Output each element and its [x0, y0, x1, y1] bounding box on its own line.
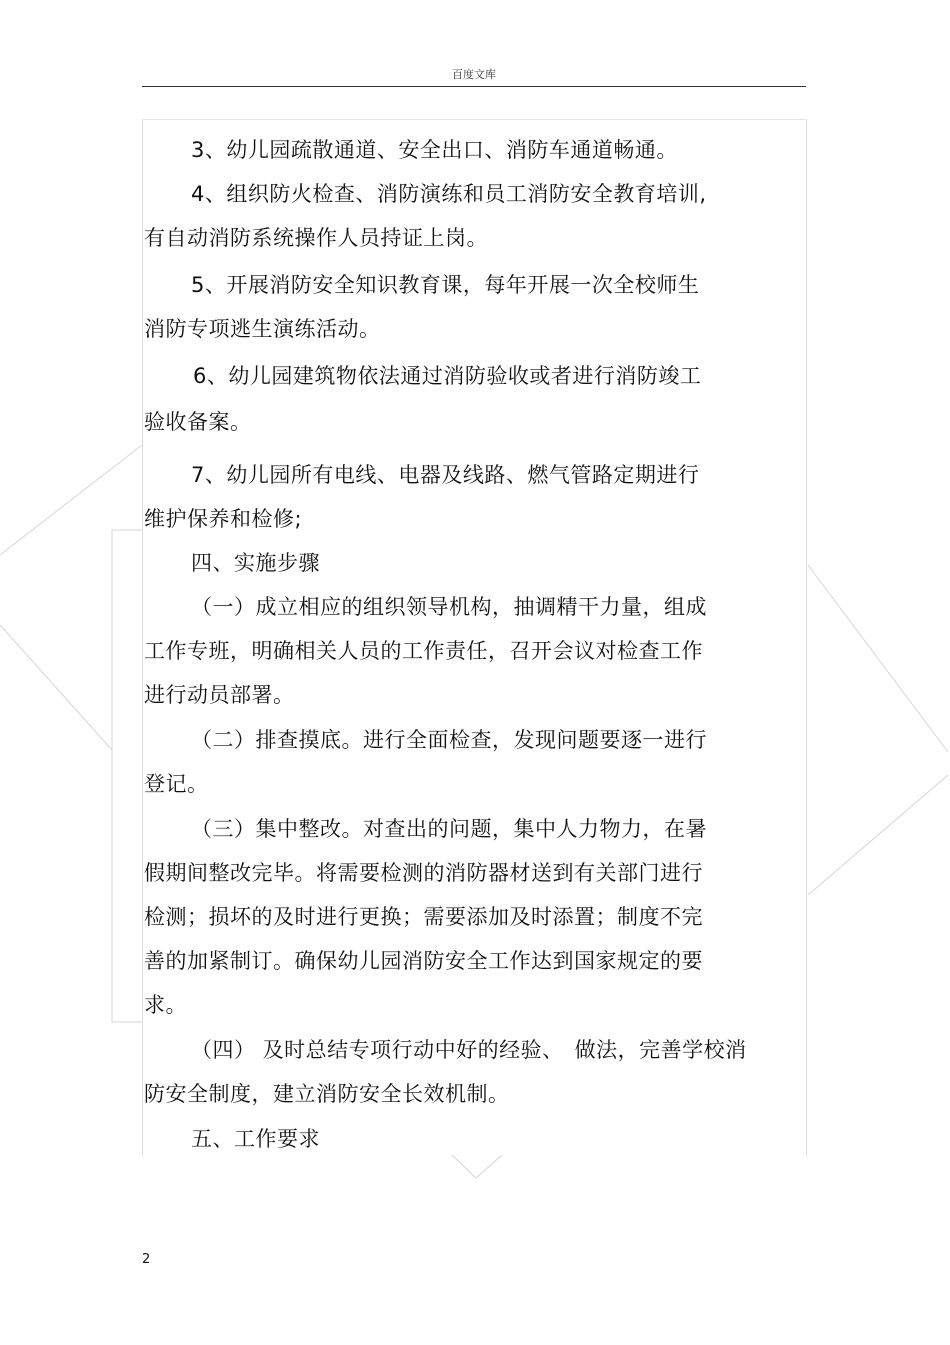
paragraph-item-3	[144, 128, 809, 172]
text-line: （二）排查摸底。进行全面检查，发现问题要逐一进行	[191, 728, 707, 752]
text-line: 7、幼儿园所有电线、电器及线路、燃气管路定期进行	[191, 463, 700, 487]
text-line: 消防专项逃生演练活动。	[144, 317, 381, 341]
paragraph-item-6	[144, 354, 809, 444]
text-line: 五、工作要求	[191, 1127, 320, 1151]
text-line: 维护保养和检修;	[144, 507, 303, 531]
page-number: 2	[142, 1252, 151, 1267]
text-line: 4、组织防火检查、消防演练和员工消防安全教育培训,	[191, 182, 707, 206]
section-heading-4	[144, 541, 809, 585]
paragraph-item-5	[144, 263, 809, 351]
paragraph-item-4	[144, 172, 809, 260]
step-item-2	[144, 718, 809, 806]
text-line: （一）成立相应的组织领导机构，抽调精干力量，组成	[191, 595, 707, 619]
text-line: 假期间整改完毕。将需要检测的消防器材送到有关部门进行	[144, 861, 703, 885]
text-line: 检测；损坏的及时进行更换；需要添加及时添置；制度不完	[144, 905, 703, 929]
text-line: 善的加紧制订。确保幼儿园消防安全工作达到国家规定的要	[144, 949, 703, 973]
text-line: （三）集中整改。对查出的问题，集中人力物力，在暑	[191, 817, 707, 841]
step-item-1	[144, 585, 809, 717]
text-line: 防安全制度，建立消防安全长效机制。	[144, 1082, 510, 1106]
text-line: 有自动消防系统操作人员持证上岗。	[144, 226, 488, 250]
step-item-4	[144, 1028, 809, 1116]
text-line: 6、幼儿园建筑物依法通过消防验收或者进行消防竣工	[193, 364, 702, 388]
text-line: 验收备案。	[144, 410, 252, 434]
section-heading-5	[144, 1117, 809, 1161]
text-line: （四） 及时总结专项行动中好的经验、 做法，完善学校消	[191, 1038, 747, 1062]
page-header: 百度文库	[452, 68, 496, 81]
text-line: 3、幼儿园疏散通道、安全出口、消防车通道畅通。	[191, 138, 678, 162]
text-line: 工作专班，明确相关人员的工作责任，召开会议对检查工作	[144, 639, 703, 663]
text-line: 进行动员部署。	[144, 683, 295, 707]
text-line: 5、开展消防安全知识教育课，每年开展一次全校师生	[191, 273, 700, 297]
document-body	[144, 124, 809, 1161]
text-line: 四、实施步骤	[191, 551, 320, 575]
text-line: 登记。	[144, 772, 209, 796]
text-line: 求。	[144, 993, 187, 1017]
step-item-3	[144, 807, 809, 1027]
paragraph-item-7	[144, 453, 809, 541]
